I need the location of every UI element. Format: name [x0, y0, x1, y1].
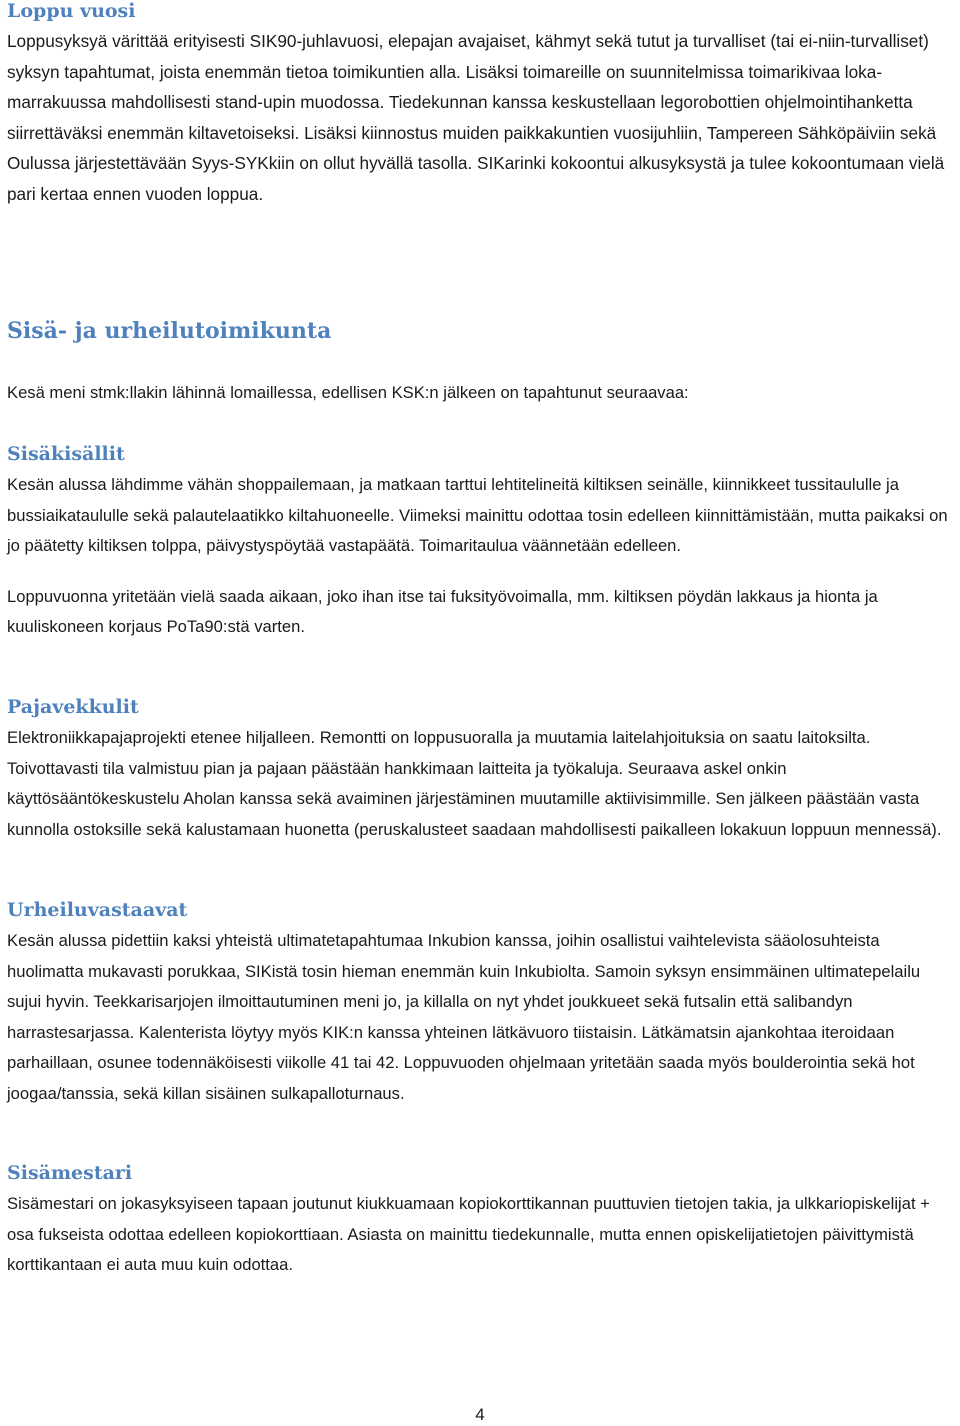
section-sisa-urheilu-intro — [7, 378, 955, 409]
section-sisa-urheilu — [7, 316, 955, 346]
section-urheiluvastaavat — [7, 897, 955, 1109]
page-number: 4 — [475, 1405, 485, 1424]
heading-loppu-vuosi: Loppu vuosi — [7, 0, 136, 22]
paragraph-loppu-vuosi: Loppusyksyä värittää erityisesti SIK90-juhlavuosi, elepajan avajaiset, kähmyt sekä tutut ja turvalliset (tai ei-niin-turvalliset) syksyn tapahtumat, joista enemmän tietoa toimikuntien alla. Lisäksi toimareille on suunnitelmissa toimarikivaa loka-marrakuussa mahdollisesti stand-upin muodossa. Tiedekunnan kanssa keskustellaan legorobottien ohjelmointihanketta siirrettäväksi enemmän kiltavetoiseksi. Lisäksi kiinnostus muiden paikkakuntien vuosijuhliin, Tampereen Sähköpäiviin sekä Oulussa järjestettävään Syys-SYKkiin on ollut hyvällä tasolla. SIKarinki kokoontui alkusyksystä ja tulee kokoontumaan vielä pari kertaa ennen vuoden loppua. — [7, 31, 945, 204]
heading-sisamestari: Sisämestari — [7, 1162, 133, 1184]
heading-pajavekkulit: Pajavekkulit — [7, 696, 139, 718]
heading-sisa-urheilutoimikunta: Sisä- ja urheilutoimikunta — [7, 318, 332, 344]
heading-sisakisallit: Sisäkisällit — [7, 443, 125, 465]
section-sisamestari — [7, 1160, 955, 1281]
section-loppu-vuosi — [7, 0, 955, 210]
section-pajavekkulit — [7, 694, 955, 845]
paragraph-pajavekkulit: Elektroniikkapajaprojekti etenee hiljalleen. Remontti on loppusuoralla ja muutamia laitelahjoituksia on saatu laitoksilta. Toivottavasti tila valmistuu pian ja pajaan päästään hankkimaan laitteita ja työkaluja. Seuraava askel onkin käyttösääntökeskustelu Aholan kanssa sekä avaiminen järjestäminen muutamille aktiivisimmille. Sen jälkeen päästään vasta kunnolla ostoksille sekä kalustamaan huonetta (peruskalusteet saadaan mahdollisesti paikalleen lokakuun loppuun mennessä). — [7, 728, 942, 839]
section-sisakisallit — [7, 441, 955, 643]
paragraph-sisakisallit-2: Loppuvuonna yritetään vielä saada aikaan, joko ihan itse tai fuksityövoimalla, mm. kiltiksen pöydän lakkaus ja hionta ja kuuliskoneen korjaus PoTa90:stä varten. — [7, 586, 878, 636]
paragraph-sisamestari: Sisämestari on jokasyksyiseen tapaan joutunut kiukkuamaan kopiokorttikannan puuttuvien tietojen takia, ja ulkkariopiskelijat + osa fukseista odottaa edelleen kopiokorttiaan. Asiasta on mainittu tiedekunnalle, mutta ennen opiskelijatietojen päivittymistä korttikantaan ei auta muu kuin odottaa. — [7, 1194, 930, 1274]
paragraph-sisa-urheilu-intro: Kesä meni stmk:llakin lähinnä lomaillessa, edellisen KSK:n jälkeen on tapahtunut seuraavaa: — [7, 383, 689, 402]
paragraph-urheiluvastaavat: Kesän alussa pidettiin kaksi yhteistä ultimatetapahtumaa Inkubion kanssa, joihin osallistui vaihtelevista sääolosuhteista huolimatta mukavasti porukkaa, SIKistä tosin hieman enemmän kuin Inkubiolta. Samoin syksyn ensimmäinen ultimatepelailu sujui hyvin. Teekkarisarjojen ilmoittautuminen meni jo, ja killalla on nyt yhdet joukkueet sekä futsalin että salibandyn harrastesarjassa. Kalenterista löytyy myös KIK:n kanssa yhteinen lätkävuoro tiistaisin. Lätkämatsin ajankohtaa iteroidaan parhaillaan, osunee todennäköisesti viikolle 41 tai 42. Loppuvuoden ohjelmaan yritetään saada myös boulderointia sekä hot joogaa/tanssia, sekä killan sisäinen sulkapalloturnaus. — [7, 931, 921, 1103]
paragraph-sisakisallit-1: Kesän alussa lähdimme vähän shoppailemaan, ja matkaan tarttui lehtitelineitä kiltiksen seinälle, kiinnikkeet tussitaululle ja bussiaikataululle sekä palautelaatikko kiltahuoneelle. Viimeksi mainittu odottaa tosin edelleen kiinnittämistään, mutta paikaksi on jo päätetty kiltiksen tolppa, päivystyspöytää vastapäätä. Toimaritaulua väännetään edelleen. — [7, 475, 948, 555]
heading-urheiluvastaavat: Urheiluvastaavat — [7, 899, 188, 921]
